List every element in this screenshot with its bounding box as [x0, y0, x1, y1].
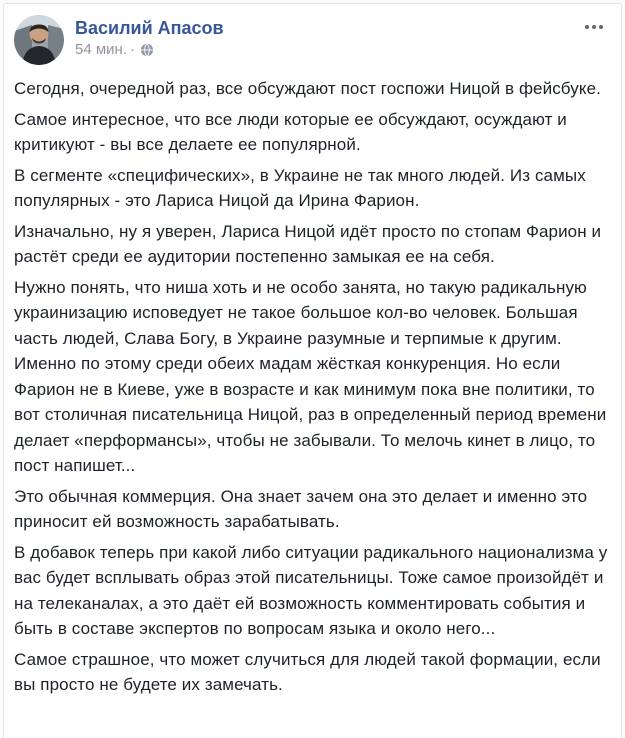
ellipsis-icon: [592, 25, 596, 29]
post-paragraph: В добавок теперь при какой либо ситуации радикального национализма у вас будет всплывать образ этой писательницы. Тоже самое произойдёт и на телеканалах, а это даёт ей возможность комментировать события и быть в составе экспертов по вопросам языка и около него...: [14, 542, 608, 638]
globe-icon: [140, 43, 154, 57]
post-header: [14, 13, 611, 65]
meta-separator: ·: [130, 41, 135, 58]
post-paragraph: В сегменте «специфических», в Украине не так много людей. Из самых популярных - это Лариса Ницой да Ирина Фарион.: [14, 165, 586, 210]
post-timestamp[interactable]: 54 мин.: [75, 41, 127, 58]
privacy-public-indicator[interactable]: [140, 43, 154, 57]
post-paragraph: Сегодня, очередной раз, все обсуждают пост госпожи Ницой в фейсбуке.: [14, 79, 601, 98]
author-avatar[interactable]: [14, 15, 64, 65]
post-paragraph: Это обычная коммерция. Она знает зачем она это делает и именно это приносит ей возможность зарабатывать.: [14, 486, 588, 531]
ellipsis-icon: [585, 25, 589, 29]
post-paragraph: Самое страшное, что может случиться для людей такой формации, если вы просто не будете их замечать.: [14, 649, 601, 694]
post-paragraph: Нужно понять, что ниша хоть и не особо занята, но такую радикальную украинизацию исповедует не такое большое кол-во человек. Большая часть людей, Слава Богу, в Украине разумные и терпимые к другим. Именно по этому среди обеих мадам жёсткая конкуренция. Но если Фарион не в Киеве, уже в возрасте и как минимум пока вне политики, то вот столичная писательница Ницой, раз в определенный период времени делает «перформансы», чтобы не забывали. То мелочь кинет в лицо, то пост напишет...: [14, 277, 607, 475]
post-paragraph: Изначально, ну я уверен, Лариса Ницой идёт просто по стопам Фарион и растёт среди ее аудитории постепенно замыкая ее на себя.: [14, 221, 602, 266]
post-meta: [75, 41, 224, 59]
ellipsis-icon: [599, 25, 603, 29]
post-paragraph: Самое интересное, что все люди которые ее обсуждают, осуждают и критикуют - вы все делаете ее популярной.: [14, 109, 567, 154]
post-text-body: [14, 76, 611, 698]
facebook-post-card: [3, 3, 622, 738]
more-options-button[interactable]: [581, 21, 607, 33]
avatar-photo: [14, 15, 64, 65]
post-header-info: [75, 13, 224, 59]
author-name-link[interactable]: Василий Апасов: [75, 18, 224, 38]
